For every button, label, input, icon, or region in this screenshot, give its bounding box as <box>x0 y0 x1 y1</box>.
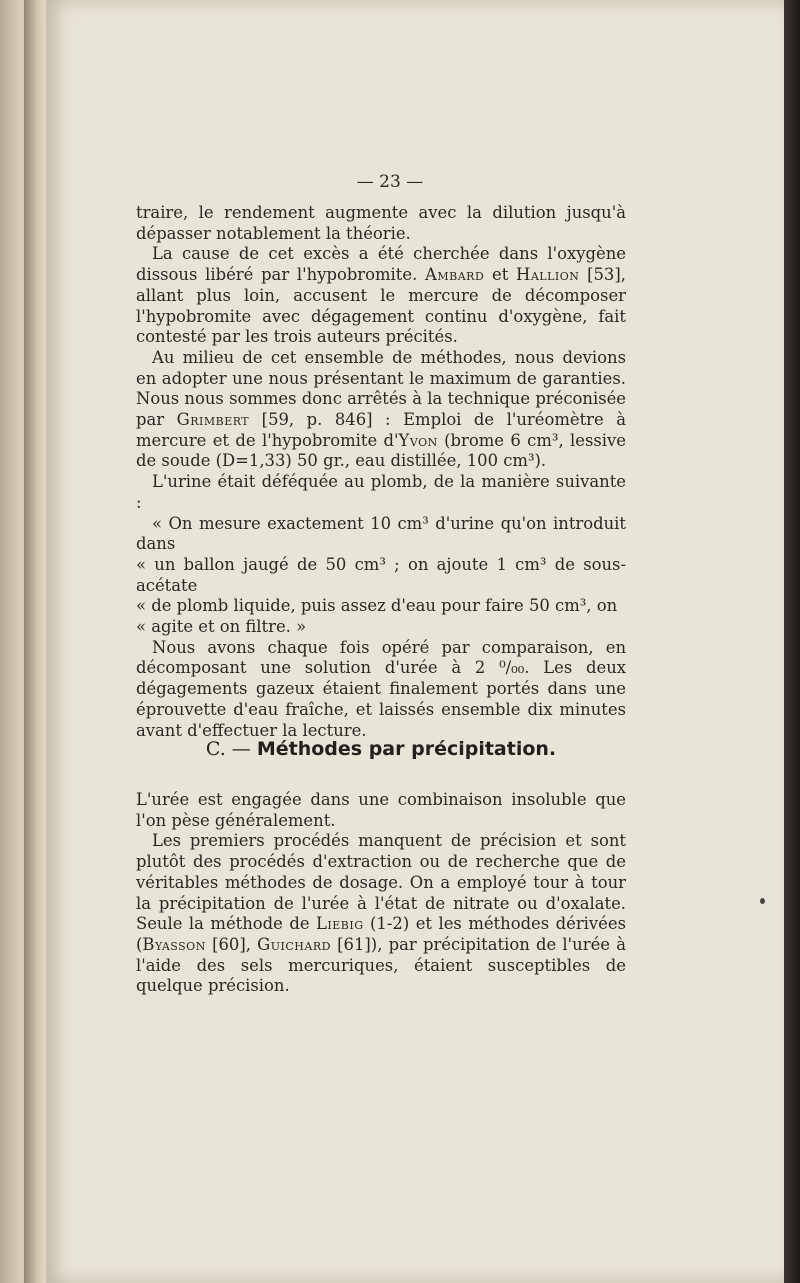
paragraph-3: Au milieu de cet ensemble de méthodes, nous devions en adopter une nous présentant le maximum de garanties. Nous nous sommes donc arrêtés à la technique préconisée par Grimbert [59, p. 846] : Emploi de l'uréomètre à mercure et de l'hypobromite d'Yvon (brome 6 cm³, lessive de soude (D=1,33) 50 gr., eau distillée, 100 cm³). <box>136 347 626 471</box>
quote-line-2: « un ballon jaugé de 50 cm³ ; on ajoute 1 cm³ de sous-acétate <box>136 554 626 595</box>
author-ambard: Ambard <box>425 265 485 285</box>
author-hallion: Hallion <box>516 265 580 285</box>
quote-line-1: « On mesure exactement 10 cm³ d'urine qu'on introduit dans <box>136 513 626 554</box>
author-liebig: Liebig <box>316 914 364 934</box>
page-number: — 23 — <box>356 172 424 192</box>
book-gutter <box>24 0 46 1283</box>
author-guichard: Guichard <box>257 934 331 954</box>
quote-line-4: « agite et on filtre. » <box>136 617 307 637</box>
right-edge-shadow <box>784 0 800 1283</box>
paragraph-5: Nous avons chaque fois opéré par comparaison, en décomposant une solution d'urée à 2 ⁰/₀₀. Les deux dégagements gazeux étaient finalement portés dans une éprouvette d'eau fraîche, et laissés ensemble dix minutes avant d'effectuer la lecture. <box>136 637 626 740</box>
paragraph-2: La cause de cet excès a été cherchée dans l'oxygène dissous libéré par l'hypobromite. Ambard et Hallion [53], allant plus loin, accusent le mercure de décomposer l'hypobromite avec dégagement continu d'oxygène, fait contesté par les trois auteurs précités. <box>136 244 626 347</box>
ink-spot <box>760 898 765 904</box>
heading-title: Méthodes par précipitation. <box>256 738 557 760</box>
paragraph-1: traire, le rendement augmente avec la dilution jusqu'à dépasser notablement la théorie. <box>136 203 626 243</box>
section-heading <box>136 738 626 760</box>
author-grimbert: Grimbert <box>176 410 250 430</box>
paragraph-6: L'urée est engagée dans une combinaison insoluble que l'on pèse généralement. <box>136 790 626 830</box>
section-text-lower <box>136 790 626 997</box>
section-text-upper <box>136 203 626 741</box>
heading-prefix: C. — <box>205 738 251 760</box>
author-yvon: Yvon <box>398 430 438 450</box>
paragraph-7: Les premiers procédés manquent de précision et sont plutôt des procédés d'extraction ou de recherche que de véritables méthodes de dosage. On a employé tour à tour la précipitation de l'urée à l'état de nitrate ou d'oxalate. Seule la méthode de Liebig (1-2) et les méthodes dérivées (Byasson [60], Guichard [61]), par précipitation de l'urée à l'aide des sels mercuriques, étaient susceptibles de quelque précision. <box>136 831 626 996</box>
paragraph-4: L'urine était déféquée au plomb, de la manière suivante : <box>136 472 626 512</box>
quote-line-3: « de plomb liquide, puis assez d'eau pour faire 50 cm³, on <box>136 596 618 616</box>
author-byasson: Byasson <box>142 934 206 954</box>
